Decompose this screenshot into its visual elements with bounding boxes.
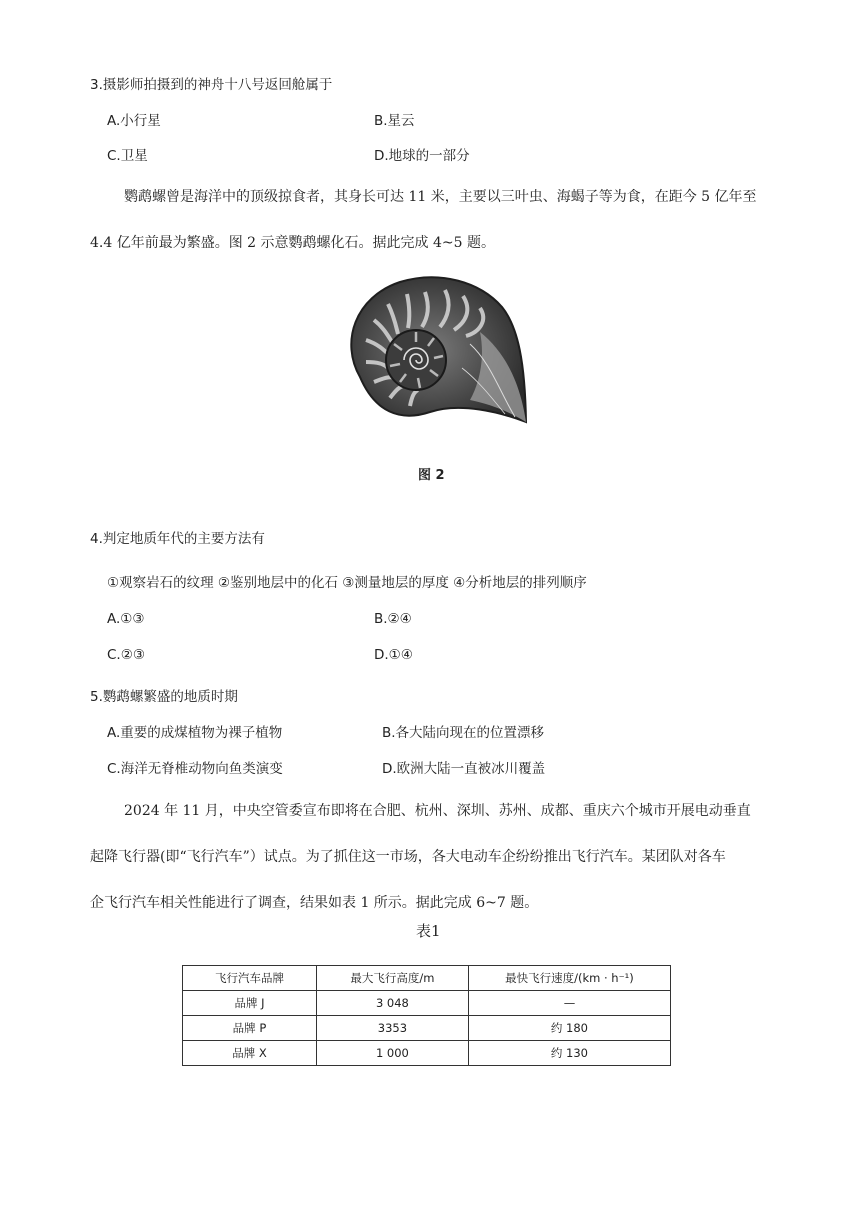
nautilus-fossil-image xyxy=(330,272,530,442)
q3-stem: 3.摄影师拍摄到的神舟十八号返回舱属于 xyxy=(90,77,333,93)
table-row xyxy=(183,1016,671,1041)
table-cell: 品牌 J xyxy=(183,991,317,1016)
q5-stem: 5.鹦鹉螺繁盛的地质时期 xyxy=(90,689,238,705)
q5-option-d: D.欧洲大陆一直被冰川覆盖 xyxy=(382,761,546,777)
table-header-cell: 飞行汽车品牌 xyxy=(183,966,317,991)
table-row xyxy=(183,991,671,1016)
table-row xyxy=(183,1041,671,1066)
q4-stem: 4.判定地质年代的主要方法有 xyxy=(90,531,265,547)
q4-option-b: B.②④ xyxy=(374,611,412,627)
figure-caption: 图 2 xyxy=(418,468,445,483)
table-cell: 3353 xyxy=(316,1016,468,1041)
table-cell: 1 000 xyxy=(316,1041,468,1066)
q4-option-a: A.①③ xyxy=(107,611,145,627)
table-title: 表1 xyxy=(416,922,441,940)
table-cell: 品牌 X xyxy=(183,1041,317,1066)
flying-car-table xyxy=(182,965,671,1066)
passage1-line2: 4.4 亿年前最为繁盛。图 2 示意鹦鹉螺化石。据此完成 4~5 题。 xyxy=(90,235,495,251)
q3-option-b: B.星云 xyxy=(374,113,415,129)
passage2-line3: 企飞行汽车相关性能进行了调查，结果如表 1 所示。据此完成 6~7 题。 xyxy=(90,895,539,911)
passage1-line1: 鹦鹉螺曾是海洋中的顶级掠食者，其身长可达 11 米，主要以三叶虫、海蝎子等为食，在距今 5 亿年至 xyxy=(124,189,757,205)
q4-option-c: C.②③ xyxy=(107,647,145,663)
table-cell: 3 048 xyxy=(316,991,468,1016)
table-cell: 约 180 xyxy=(468,1016,670,1041)
table-cell: — xyxy=(468,991,670,1016)
table-cell: 约 130 xyxy=(468,1041,670,1066)
q4-statements: ①观察岩石的纹理 ②鉴别地层中的化石 ③测量地层的厚度 ④分析地层的排列顺序 xyxy=(107,575,587,591)
table-cell: 品牌 P xyxy=(183,1016,317,1041)
q3-option-a: A.小行星 xyxy=(107,113,161,129)
q3-option-d: D.地球的一部分 xyxy=(374,148,470,164)
table-header-cell: 最快飞行速度/(km · h⁻¹) xyxy=(468,966,670,991)
q5-option-c: C.海洋无脊椎动物向鱼类演变 xyxy=(107,761,283,777)
table-header-cell: 最大飞行高度/m xyxy=(316,966,468,991)
table-header-row xyxy=(183,966,671,991)
q4-option-d: D.①④ xyxy=(374,647,413,663)
q5-option-b: B.各大陆向现在的位置漂移 xyxy=(382,725,545,741)
q5-option-a: A.重要的成煤植物为裸子植物 xyxy=(107,725,283,741)
q3-option-c: C.卫星 xyxy=(107,148,148,164)
passage2-line2: 起降飞行器(即“飞行汽车”）试点。为了抓住这一市场，各大电动车企纷纷推出飞行汽车。某团队对各车 xyxy=(90,849,726,865)
passage2-line1: 2024 年 11 月，中央空管委宣布即将在合肥、杭州、深圳、苏州、成都、重庆六个城市开展电动垂直 xyxy=(124,803,751,819)
